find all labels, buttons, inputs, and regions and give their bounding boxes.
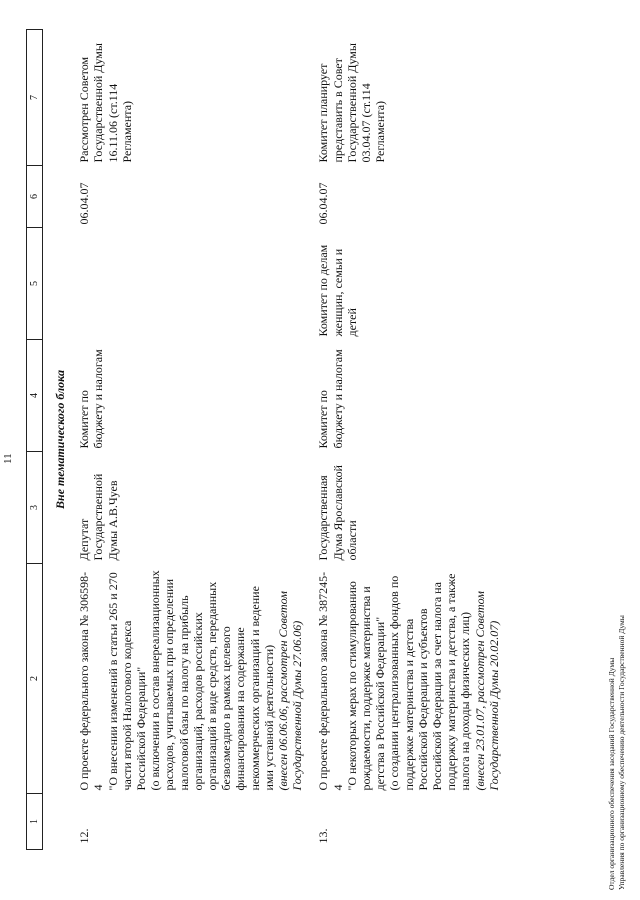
bill-description	[312, 564, 501, 794]
status-note: Комитет планирует представить в Совет Государственной Думы 03.04.07 (ст.114 Регламента)	[316, 43, 388, 163]
table-row	[312, 30, 501, 850]
column-number-header	[27, 30, 43, 850]
header-col-7: 7	[27, 30, 43, 166]
page-number: 11	[2, 453, 14, 464]
row-number: 12.	[77, 828, 92, 844]
header-col-1: 1	[27, 794, 43, 850]
bills-table	[26, 29, 501, 850]
bill-dates: (внесен 23.01.07, рассмотрен Советом Государственной Думы 20.02.07)	[472, 591, 501, 791]
initiator: Депутат Государственной Думы А.В.Чуев	[77, 473, 120, 561]
header-col-6: 6	[27, 166, 43, 228]
footer-line-1: Отдел организационного обеспечения заседаний Государственной Думы	[607, 657, 616, 890]
bill-description	[73, 564, 304, 794]
bill-title: "О некоторых мерах по стимулированию рождаемости, поддержке материнства и детства в Российской Федерации"	[344, 581, 388, 791]
section-row	[43, 30, 74, 850]
responsible-committee: Комитет по бюджету и налогам	[316, 349, 345, 449]
header-col-3: 3	[27, 452, 43, 564]
row-number: 13.	[316, 828, 331, 844]
co-committee	[73, 228, 304, 340]
table-row	[73, 30, 304, 850]
footer-line-2: Управления по организационному обеспечению деятельности Государственной Думы	[617, 615, 626, 890]
section-title: Вне тематического блока	[53, 370, 67, 509]
header-col-5: 5	[27, 228, 43, 340]
date: 06.04.07	[316, 182, 331, 225]
bill-number: О проекте федерального закона № 387245-4	[316, 571, 345, 791]
responsible-committee: Комитет по бюджету и налогам	[77, 349, 106, 449]
bill-summary: (о включении в состав внереализационных расходов, учитываемых при определении налоговой базы по налогу на прибыль организаций, расходов российских организаций в виде средств, переданных безвозмездно в рамках целевого финансирования на содержание некоммерческих организаций и ведение ими уставной деятельности)	[148, 570, 276, 791]
co-committee: Комитет по делам женщин, семьи и детей	[316, 244, 359, 337]
bill-dates: (внесен 06.06.06, рассмотрен Советом Государственной Думы 27.06.06)	[276, 591, 305, 791]
date: 06.04.07	[77, 182, 92, 225]
header-col-4: 4	[27, 340, 43, 452]
initiator: Государственная Дума Ярославской области	[316, 465, 359, 561]
bill-summary: (о создании централизованных фондов по поддержке материнства и детства Российской Федерации и субъектов Российской Федерации за счет налога на поддержку материнства и детства, а также налога на доходы физических лиц)	[387, 573, 473, 791]
status-note: Рассмотрен Советом Государственной Думы 16.11.06 (ст.114 Регламента)	[77, 43, 134, 163]
header-col-2: 2	[27, 564, 43, 794]
bill-title: "О внесении изменений в статьи 265 и 270 части второй Налогового кодекса Российской Федерации"	[105, 572, 149, 791]
bill-number: О проекте федерального закона № 306598-4	[77, 571, 106, 791]
